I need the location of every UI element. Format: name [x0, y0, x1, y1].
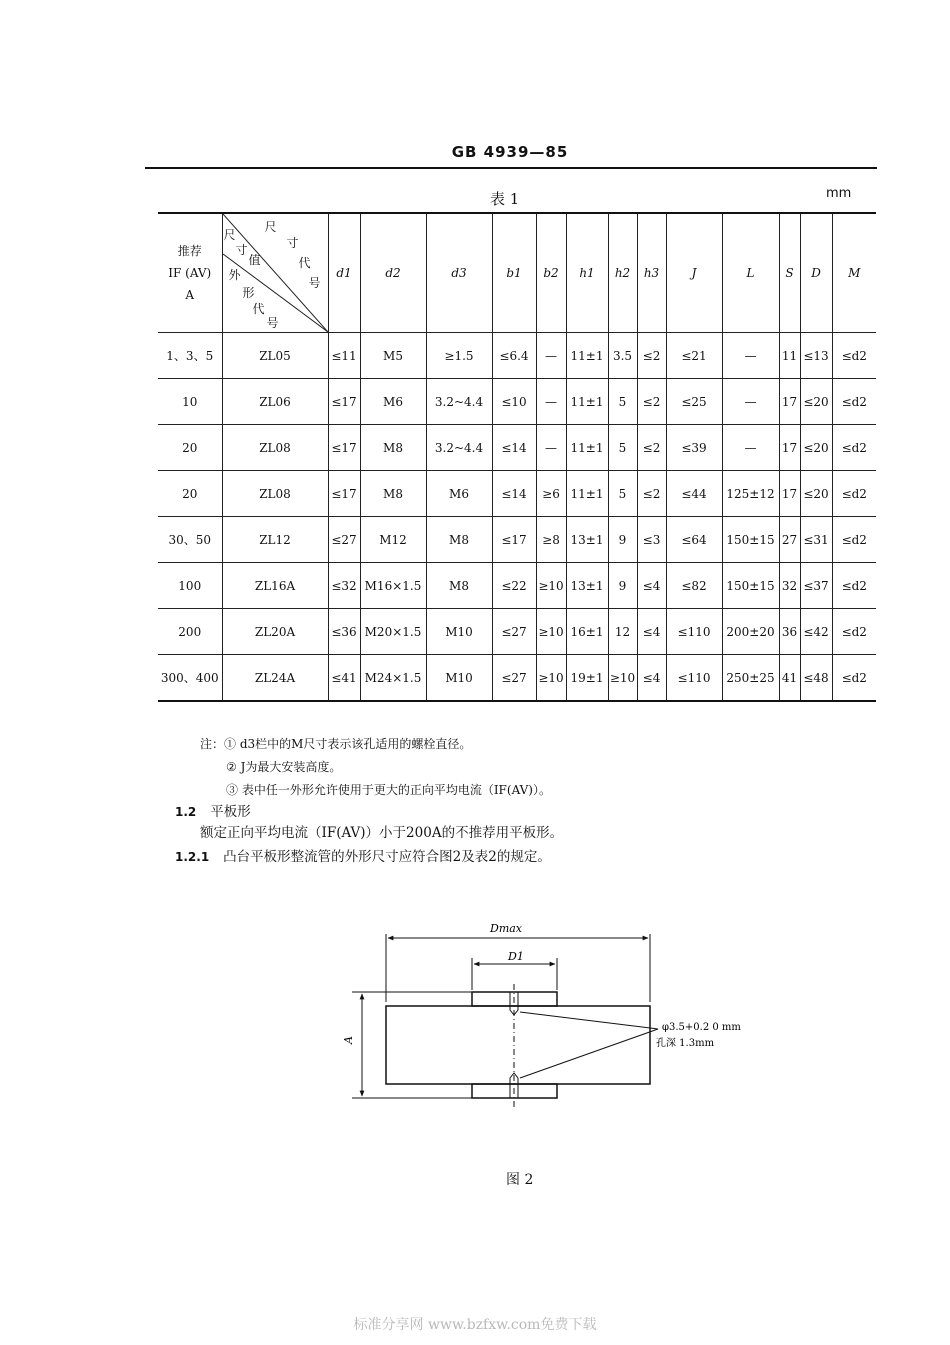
- table-cell: M8: [360, 471, 426, 517]
- table-cell: ≤31: [800, 517, 832, 563]
- table-cell: ≤36: [328, 609, 360, 655]
- diag-mid-char-1: 尺: [223, 228, 236, 242]
- table-cell: 11: [779, 333, 800, 379]
- hole-depth-label: 孔深 1.3mm: [656, 1038, 715, 1049]
- section-number: 1.2: [175, 805, 197, 819]
- table-cell: ≤2: [637, 333, 666, 379]
- table-cell: 41: [779, 655, 800, 702]
- diag-top-char-2: 寸: [286, 236, 299, 250]
- standard-number: GB 4939—85: [451, 143, 569, 161]
- section-title: 平板形: [210, 804, 251, 820]
- table-cell: ≤20: [800, 379, 832, 425]
- table-cell: 13±1: [566, 563, 608, 609]
- diag-bottom-char-1: 外: [228, 268, 241, 282]
- rec-header-line-1: 推荐: [177, 244, 202, 258]
- watermark: 标准分享网 www.bzfxw.com免费下载: [353, 1317, 597, 1333]
- table-cell: ≤27: [328, 517, 360, 563]
- table-cell: 3.5: [608, 333, 637, 379]
- table-cell: ≤17: [492, 517, 536, 563]
- table-cell: 5: [608, 471, 637, 517]
- table-cell: 17: [779, 425, 800, 471]
- table-cell: 12: [608, 609, 637, 655]
- table-cell: ZL05: [222, 333, 328, 379]
- table-cell: ≤39: [666, 425, 722, 471]
- table-cell: ≤2: [637, 471, 666, 517]
- table-cell: ≤d2: [832, 563, 876, 609]
- table-cell: ≤20: [800, 471, 832, 517]
- diag-top-char-4: 号: [308, 276, 321, 290]
- table-cell: 3.2~4.4: [426, 425, 492, 471]
- table-cell: ≤4: [637, 655, 666, 702]
- table-cell: ≥8: [536, 517, 566, 563]
- table-cell: ≤3: [637, 517, 666, 563]
- diag-bottom-char-3: 代: [252, 302, 265, 316]
- table-row: [158, 609, 876, 655]
- d1-label: D1: [508, 950, 524, 963]
- note-3: ③ 表中任一外形允许使用于更大的正向平均电流（IF(AV)）。: [226, 783, 551, 797]
- table-cell: 150±15: [722, 517, 779, 563]
- table-cell: 250±25: [722, 655, 779, 702]
- section-text: 凸台平板形整流管的外形尺寸应符合图2及表2的规定。: [223, 849, 551, 865]
- section-1-2-text: 额定正向平均电流（IF(AV)）小于200A的不推荐用平板形。: [200, 825, 564, 841]
- section-number: 1.2.1: [175, 850, 210, 864]
- table-cell: ≤41: [328, 655, 360, 702]
- table-cell: 3.2~4.4: [426, 379, 492, 425]
- section-1-2-1-paragraph: [175, 845, 551, 865]
- table-cell: ≤14: [492, 425, 536, 471]
- table-cell: ≤d2: [832, 333, 876, 379]
- diag-top-char-3: 代: [298, 256, 311, 270]
- dimension-table: [158, 212, 876, 702]
- table-row: [158, 563, 876, 609]
- table-cell: ≤d2: [832, 379, 876, 425]
- table-cell: M16×1.5: [360, 563, 426, 609]
- diag-mid-char-2: 寸: [235, 243, 248, 257]
- table-cell: 19±1: [566, 655, 608, 702]
- diagonal-header-cell: [222, 213, 328, 333]
- table-cell: 5: [608, 425, 637, 471]
- table-cell: ≥6: [536, 471, 566, 517]
- header-rule: [145, 167, 877, 169]
- table-cell: ≥10: [608, 655, 637, 702]
- table-title: 表 1: [490, 190, 520, 208]
- table-cell: 200±20: [722, 609, 779, 655]
- table-cell: ≤27: [492, 655, 536, 702]
- table-cell: ≤d2: [832, 655, 876, 702]
- table-cell: ≤2: [637, 379, 666, 425]
- table-cell: M10: [426, 655, 492, 702]
- column-header-d2: d2: [360, 213, 426, 333]
- table-row: [158, 425, 876, 471]
- table-body: [158, 333, 876, 702]
- table-cell: ≤32: [328, 563, 360, 609]
- column-header-S: S: [779, 213, 800, 333]
- rec-header-line-2: IF (AV): [168, 266, 212, 280]
- table-cell: ≤48: [800, 655, 832, 702]
- table-cell: ≤d2: [832, 425, 876, 471]
- table-cell: 11±1: [566, 379, 608, 425]
- table-cell: ≥10: [536, 609, 566, 655]
- column-header-d3: d3: [426, 213, 492, 333]
- table-cell: 100: [158, 563, 222, 609]
- table-cell: 125±12: [722, 471, 779, 517]
- table-cell: ≤13: [800, 333, 832, 379]
- column-header-M: M: [832, 213, 876, 333]
- rec-header-line-3: A: [185, 288, 195, 302]
- table-row: [158, 379, 876, 425]
- table-cell: ≤110: [666, 609, 722, 655]
- table-cell: —: [722, 425, 779, 471]
- note-2: ② J为最大安装高度。: [226, 760, 342, 774]
- table-cell: 10: [158, 379, 222, 425]
- table-cell: ≤d2: [832, 471, 876, 517]
- table-cell: 20: [158, 471, 222, 517]
- column-header-h1: h1: [566, 213, 608, 333]
- table-cell: 36: [779, 609, 800, 655]
- note-1: 注：① d3栏中的M尺寸表示该孔适用的螺栓直径。: [200, 737, 472, 751]
- table-row: [158, 333, 876, 379]
- figure-caption: 图 2: [506, 1172, 534, 1188]
- table-cell: 1、3、5: [158, 333, 222, 379]
- table-cell: ZL12: [222, 517, 328, 563]
- table-cell: 17: [779, 471, 800, 517]
- table-cell: ≤10: [492, 379, 536, 425]
- dmax-label: Dmax: [490, 922, 523, 935]
- table-cell: M6: [426, 471, 492, 517]
- diag-bottom-char-4: 号: [266, 316, 279, 330]
- table-cell: ≤17: [328, 471, 360, 517]
- table-cell: 11±1: [566, 333, 608, 379]
- table-cell: 32: [779, 563, 800, 609]
- table-cell: 9: [608, 563, 637, 609]
- table-cell: ≤82: [666, 563, 722, 609]
- table-cell: M6: [360, 379, 426, 425]
- table-cell: 30、50: [158, 517, 222, 563]
- table-cell: —: [722, 379, 779, 425]
- table-notes: [200, 733, 551, 802]
- table-cell: ≤6.4: [492, 333, 536, 379]
- table-row: [158, 655, 876, 702]
- column-header-L: L: [722, 213, 779, 333]
- column-header-D: D: [800, 213, 832, 333]
- recommended-current-header: [158, 213, 222, 333]
- table-cell: 17: [779, 379, 800, 425]
- column-header-b1: b1: [492, 213, 536, 333]
- table-cell: ≤21: [666, 333, 722, 379]
- column-header-h2: h2: [608, 213, 637, 333]
- table-cell: —: [722, 333, 779, 379]
- table-cell: ≥1.5: [426, 333, 492, 379]
- diag-bottom-char-2: 形: [242, 286, 255, 300]
- table-cell: ≤42: [800, 609, 832, 655]
- table-row: [158, 471, 876, 517]
- table-cell: ≤11: [328, 333, 360, 379]
- section-1-2-heading: [175, 800, 251, 820]
- hole-spec-label: φ3.5+0.2 0 mm: [662, 1022, 741, 1033]
- column-header-b2: b2: [536, 213, 566, 333]
- table-cell: ≤20: [800, 425, 832, 471]
- column-header-h3: h3: [637, 213, 666, 333]
- table-cell: M8: [426, 517, 492, 563]
- table-cell: ≤37: [800, 563, 832, 609]
- table-cell: M8: [360, 425, 426, 471]
- table-cell: ≥10: [536, 655, 566, 702]
- table-cell: ZL08: [222, 425, 328, 471]
- table-cell: 20: [158, 425, 222, 471]
- table-cell: ≤17: [328, 425, 360, 471]
- table-cell: ≤64: [666, 517, 722, 563]
- table-cell: ≤17: [328, 379, 360, 425]
- table-cell: M20×1.5: [360, 609, 426, 655]
- column-header-J: J: [666, 213, 722, 333]
- diag-top-char-1: 尺: [264, 220, 277, 234]
- table-cell: M24×1.5: [360, 655, 426, 702]
- table-cell: —: [536, 379, 566, 425]
- diag-mid-char-3: 值: [248, 253, 261, 267]
- flat-rectifier-outline-drawing: [340, 918, 760, 1133]
- table-cell: ≤d2: [832, 517, 876, 563]
- table-cell: 16±1: [566, 609, 608, 655]
- table-header-row: [158, 213, 876, 333]
- table-cell: ZL24A: [222, 655, 328, 702]
- table-unit: mm: [826, 186, 852, 201]
- table-cell: 5: [608, 379, 637, 425]
- table-cell: ≤44: [666, 471, 722, 517]
- table-cell: 150±15: [722, 563, 779, 609]
- table-cell: ≤22: [492, 563, 536, 609]
- table-cell: ≤14: [492, 471, 536, 517]
- table-cell: ≤4: [637, 609, 666, 655]
- table-cell: 9: [608, 517, 637, 563]
- table-cell: ZL16A: [222, 563, 328, 609]
- table-cell: —: [536, 333, 566, 379]
- table-row: [158, 517, 876, 563]
- table-cell: ≤27: [492, 609, 536, 655]
- table-cell: M12: [360, 517, 426, 563]
- table-cell: ≤4: [637, 563, 666, 609]
- table-cell: 27: [779, 517, 800, 563]
- table-cell: ZL20A: [222, 609, 328, 655]
- table-cell: ≤25: [666, 379, 722, 425]
- table-cell: ≤2: [637, 425, 666, 471]
- table-cell: ZL08: [222, 471, 328, 517]
- table-cell: M5: [360, 333, 426, 379]
- table-cell: —: [536, 425, 566, 471]
- column-header-d1: d1: [328, 213, 360, 333]
- table-cell: ≥10: [536, 563, 566, 609]
- table-cell: 300、400: [158, 655, 222, 702]
- table-cell: 11±1: [566, 425, 608, 471]
- table-cell: M10: [426, 609, 492, 655]
- a-label: A: [342, 1036, 355, 1044]
- table-cell: ZL06: [222, 379, 328, 425]
- table-cell: ≤110: [666, 655, 722, 702]
- table-cell: M8: [426, 563, 492, 609]
- table-cell: 11±1: [566, 471, 608, 517]
- table-cell: 13±1: [566, 517, 608, 563]
- table-cell: ≤d2: [832, 609, 876, 655]
- table-cell: 200: [158, 609, 222, 655]
